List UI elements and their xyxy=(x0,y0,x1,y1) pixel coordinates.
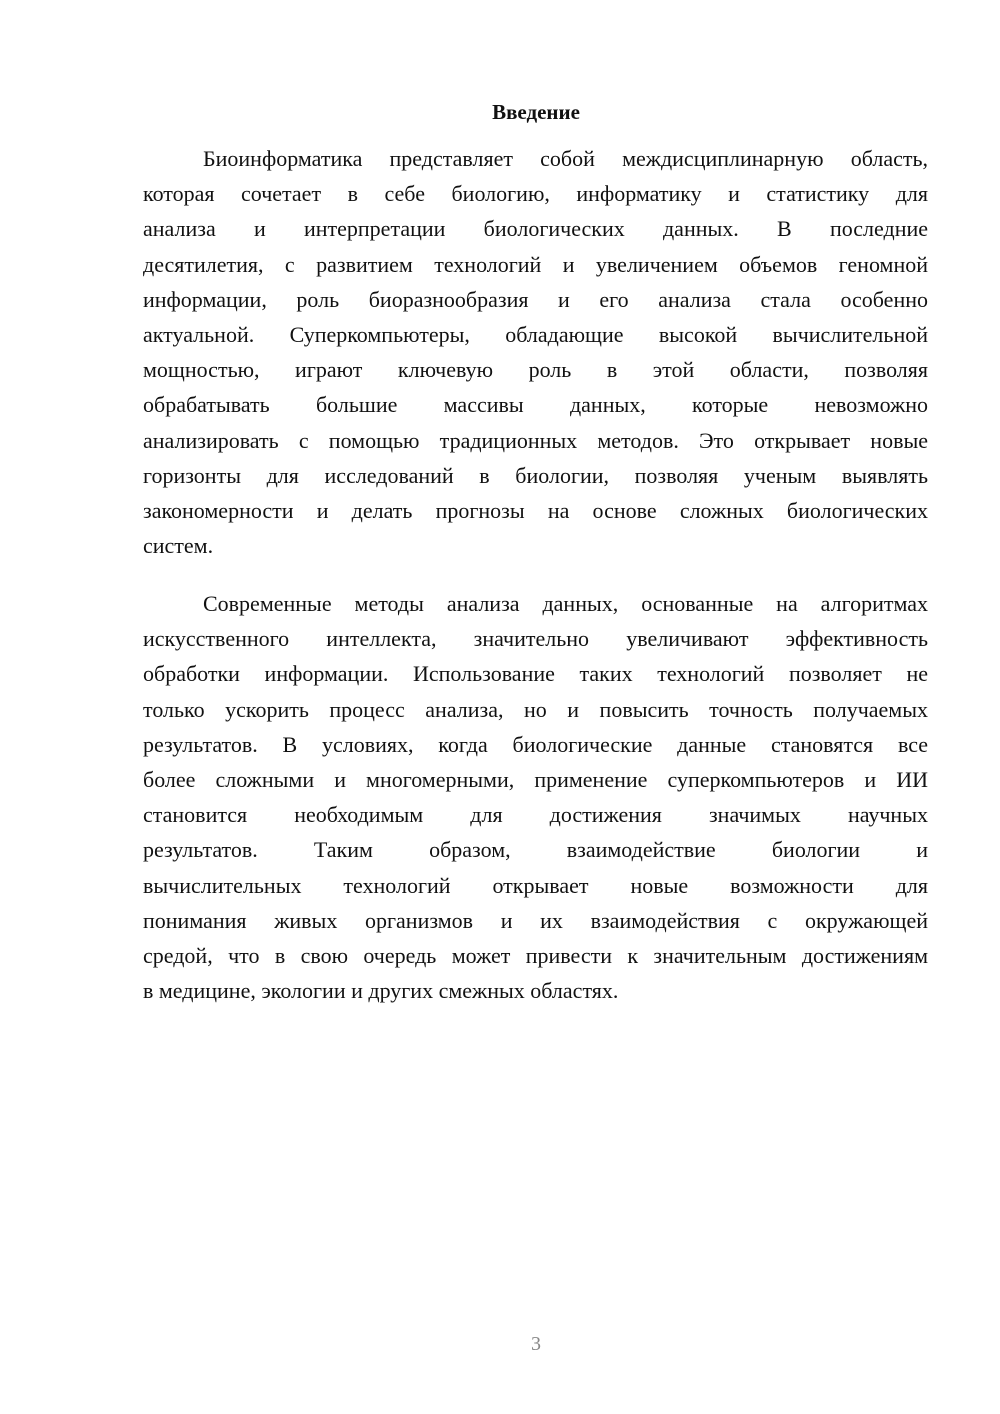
paragraph-line: актуальной. Суперкомпьютеры, обладающие высокой вычислительной xyxy=(143,322,928,348)
paragraph-line: обработки информации. Использование таких технологий позволяет не xyxy=(143,661,928,687)
paragraph-1 xyxy=(143,141,928,563)
paragraph-line: обрабатывать большие массивы данных, которые невозможно xyxy=(143,392,928,418)
paragraph-line: более сложными и многомерными, применение суперкомпьютеров и ИИ xyxy=(143,767,928,793)
paragraph-line: Современные методы анализа данных, основанные на алгоритмах xyxy=(203,591,928,616)
paragraph-line: Биоинформатика представляет собой междисциплинарную область, xyxy=(203,146,928,171)
section-heading: Введение xyxy=(492,100,580,124)
paragraph-line: в медицине, экологии и других смежных областях. xyxy=(143,978,619,1004)
paragraph-line: информации, роль биоразнообразия и его анализа стала особенно xyxy=(143,286,928,312)
paragraph-line: результатов. В условиях, когда биологические данные становятся все xyxy=(143,731,928,757)
paragraph-line: которая сочетает в себе биологию, информатику и статистику для xyxy=(143,181,928,207)
paragraph-line: систем. xyxy=(143,533,214,559)
page-number: 3 xyxy=(531,1333,541,1355)
paragraph-line: понимания живых организмов и их взаимодействия с окружающей xyxy=(143,907,928,933)
paragraph-line: горизонты для исследований в биологии, позволяя ученым выявлять xyxy=(143,462,928,488)
paragraph-line: мощностью, играют ключевую роль в этой области, позволяя xyxy=(143,357,928,383)
paragraph-line: средой, что в свою очередь может привести к значительным достижениям xyxy=(143,943,928,969)
paragraph-line: закономерности и делать прогнозы на основе сложных биологических xyxy=(143,498,928,524)
paragraph-line: только ускорить процесс анализа, но и повысить точность получаемых xyxy=(143,696,928,722)
paragraph-line: десятилетия, с развитием технологий и увеличением объемов геномной xyxy=(143,251,928,277)
paragraph-line: становится необходимым для достижения значимых научных xyxy=(143,802,928,828)
paragraph-line: анализировать с помощью традиционных методов. Это открывает новые xyxy=(143,427,928,453)
paragraph-2 xyxy=(143,586,928,1008)
paragraph-line: результатов. Таким образом, взаимодействие биологии и xyxy=(143,837,928,863)
paragraph-line: искусственного интеллекта, значительно увеличивают эффективность xyxy=(143,626,928,652)
paragraph-line: анализа и интерпретации биологических данных. В последние xyxy=(143,216,928,242)
paragraph-line: вычислительных технологий открывает новые возможности для xyxy=(143,872,928,898)
